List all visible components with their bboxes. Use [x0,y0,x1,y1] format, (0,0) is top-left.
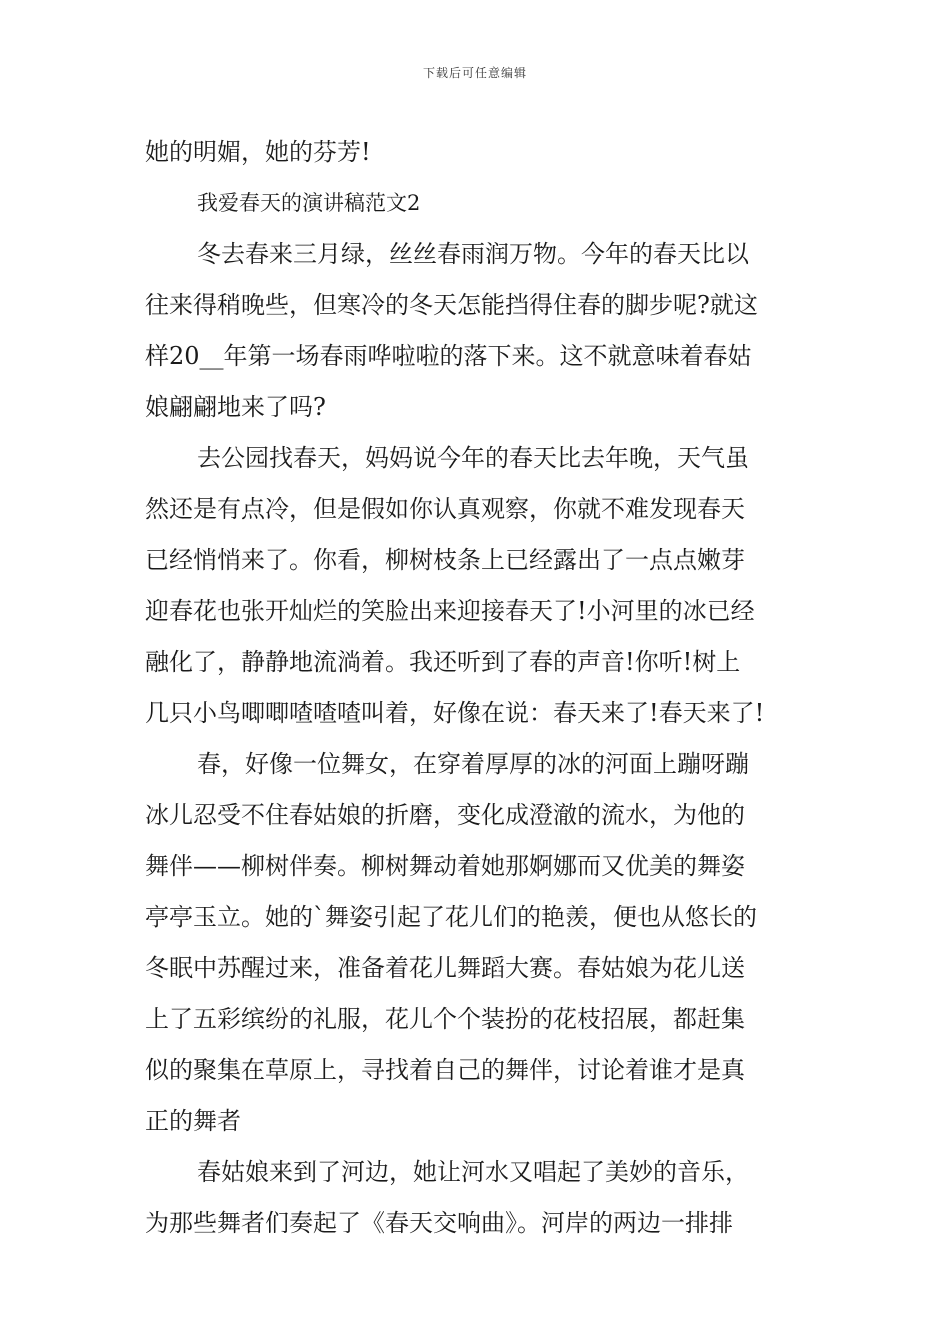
text-line: 为那些舞者们奏起了《春天交响曲》。河岸的两边一排排 [145,1209,733,1237]
text-line: 冬眠中苏醒过来，准备着花儿舞蹈大赛。春姑娘为花儿送 [145,954,745,982]
page-header: 下载后可任意编辑 [422,66,527,80]
text-line: 往来得稍晚些，但寒冷的冬天怎能挡得住春的脚步呢?就这 [145,291,758,319]
text-line: 样20__年第一场春雨哗啦啦的落下来。这不就意味着春姑 [145,342,752,370]
text-line: 似的聚集在草原上，寻找着自己的舞伴，讨论着谁才是真 [145,1056,745,1084]
text-line: 冬去春来三月绿，丝丝春雨润万物。今年的春天比以 [197,240,749,268]
text-line: 娘翩翩地来了吗? [145,393,326,421]
section-title: 我爱春天的演讲稿范文2 [197,191,421,215]
text-line: 亭亭玉立。她的`舞姿引起了花儿们的艳羡，便也从悠长的 [145,903,757,931]
text-line: 已经悄悄来了。你看，柳树枝条上已经露出了一点点嫩芽 [145,546,745,574]
text-line: 几只小鸟唧唧喳喳喳叫着，好像在说：春天来了!春天来了! [145,699,765,727]
text-line: 去公园找春天，妈妈说今年的春天比去年晚，天气虽 [197,444,749,472]
text-line: 正的舞者 [145,1107,241,1135]
document-body [145,127,810,1249]
text-line: 春，好像一位舞女，在穿着厚厚的冰的河面上蹦呀蹦 [197,750,749,778]
text-line: 上了五彩缤纷的礼服，花儿个个装扮的花枝招展，都赶集 [145,1005,745,1033]
text-line: 春姑娘来到了河边，她让河水又唱起了美妙的音乐， [197,1158,749,1186]
text-line: 冰儿忍受不住春姑娘的折磨，变化成澄澈的流水，为他的 [145,801,745,829]
text-line: 迎春花也张开灿烂的笑脸出来迎接春天了!小河里的冰已经 [145,597,755,625]
text-line: 舞伴——柳树伴奏。柳树舞动着她那婀娜而又优美的舞姿 [145,852,745,880]
text-line: 然还是有点冷，但是假如你认真观察，你就不难发现春天 [145,495,745,523]
text-line: 她的明媚，她的芬芳! [145,138,371,166]
text-line: 融化了，静静地流淌着。我还听到了春的声音!你听!树上 [145,648,741,676]
